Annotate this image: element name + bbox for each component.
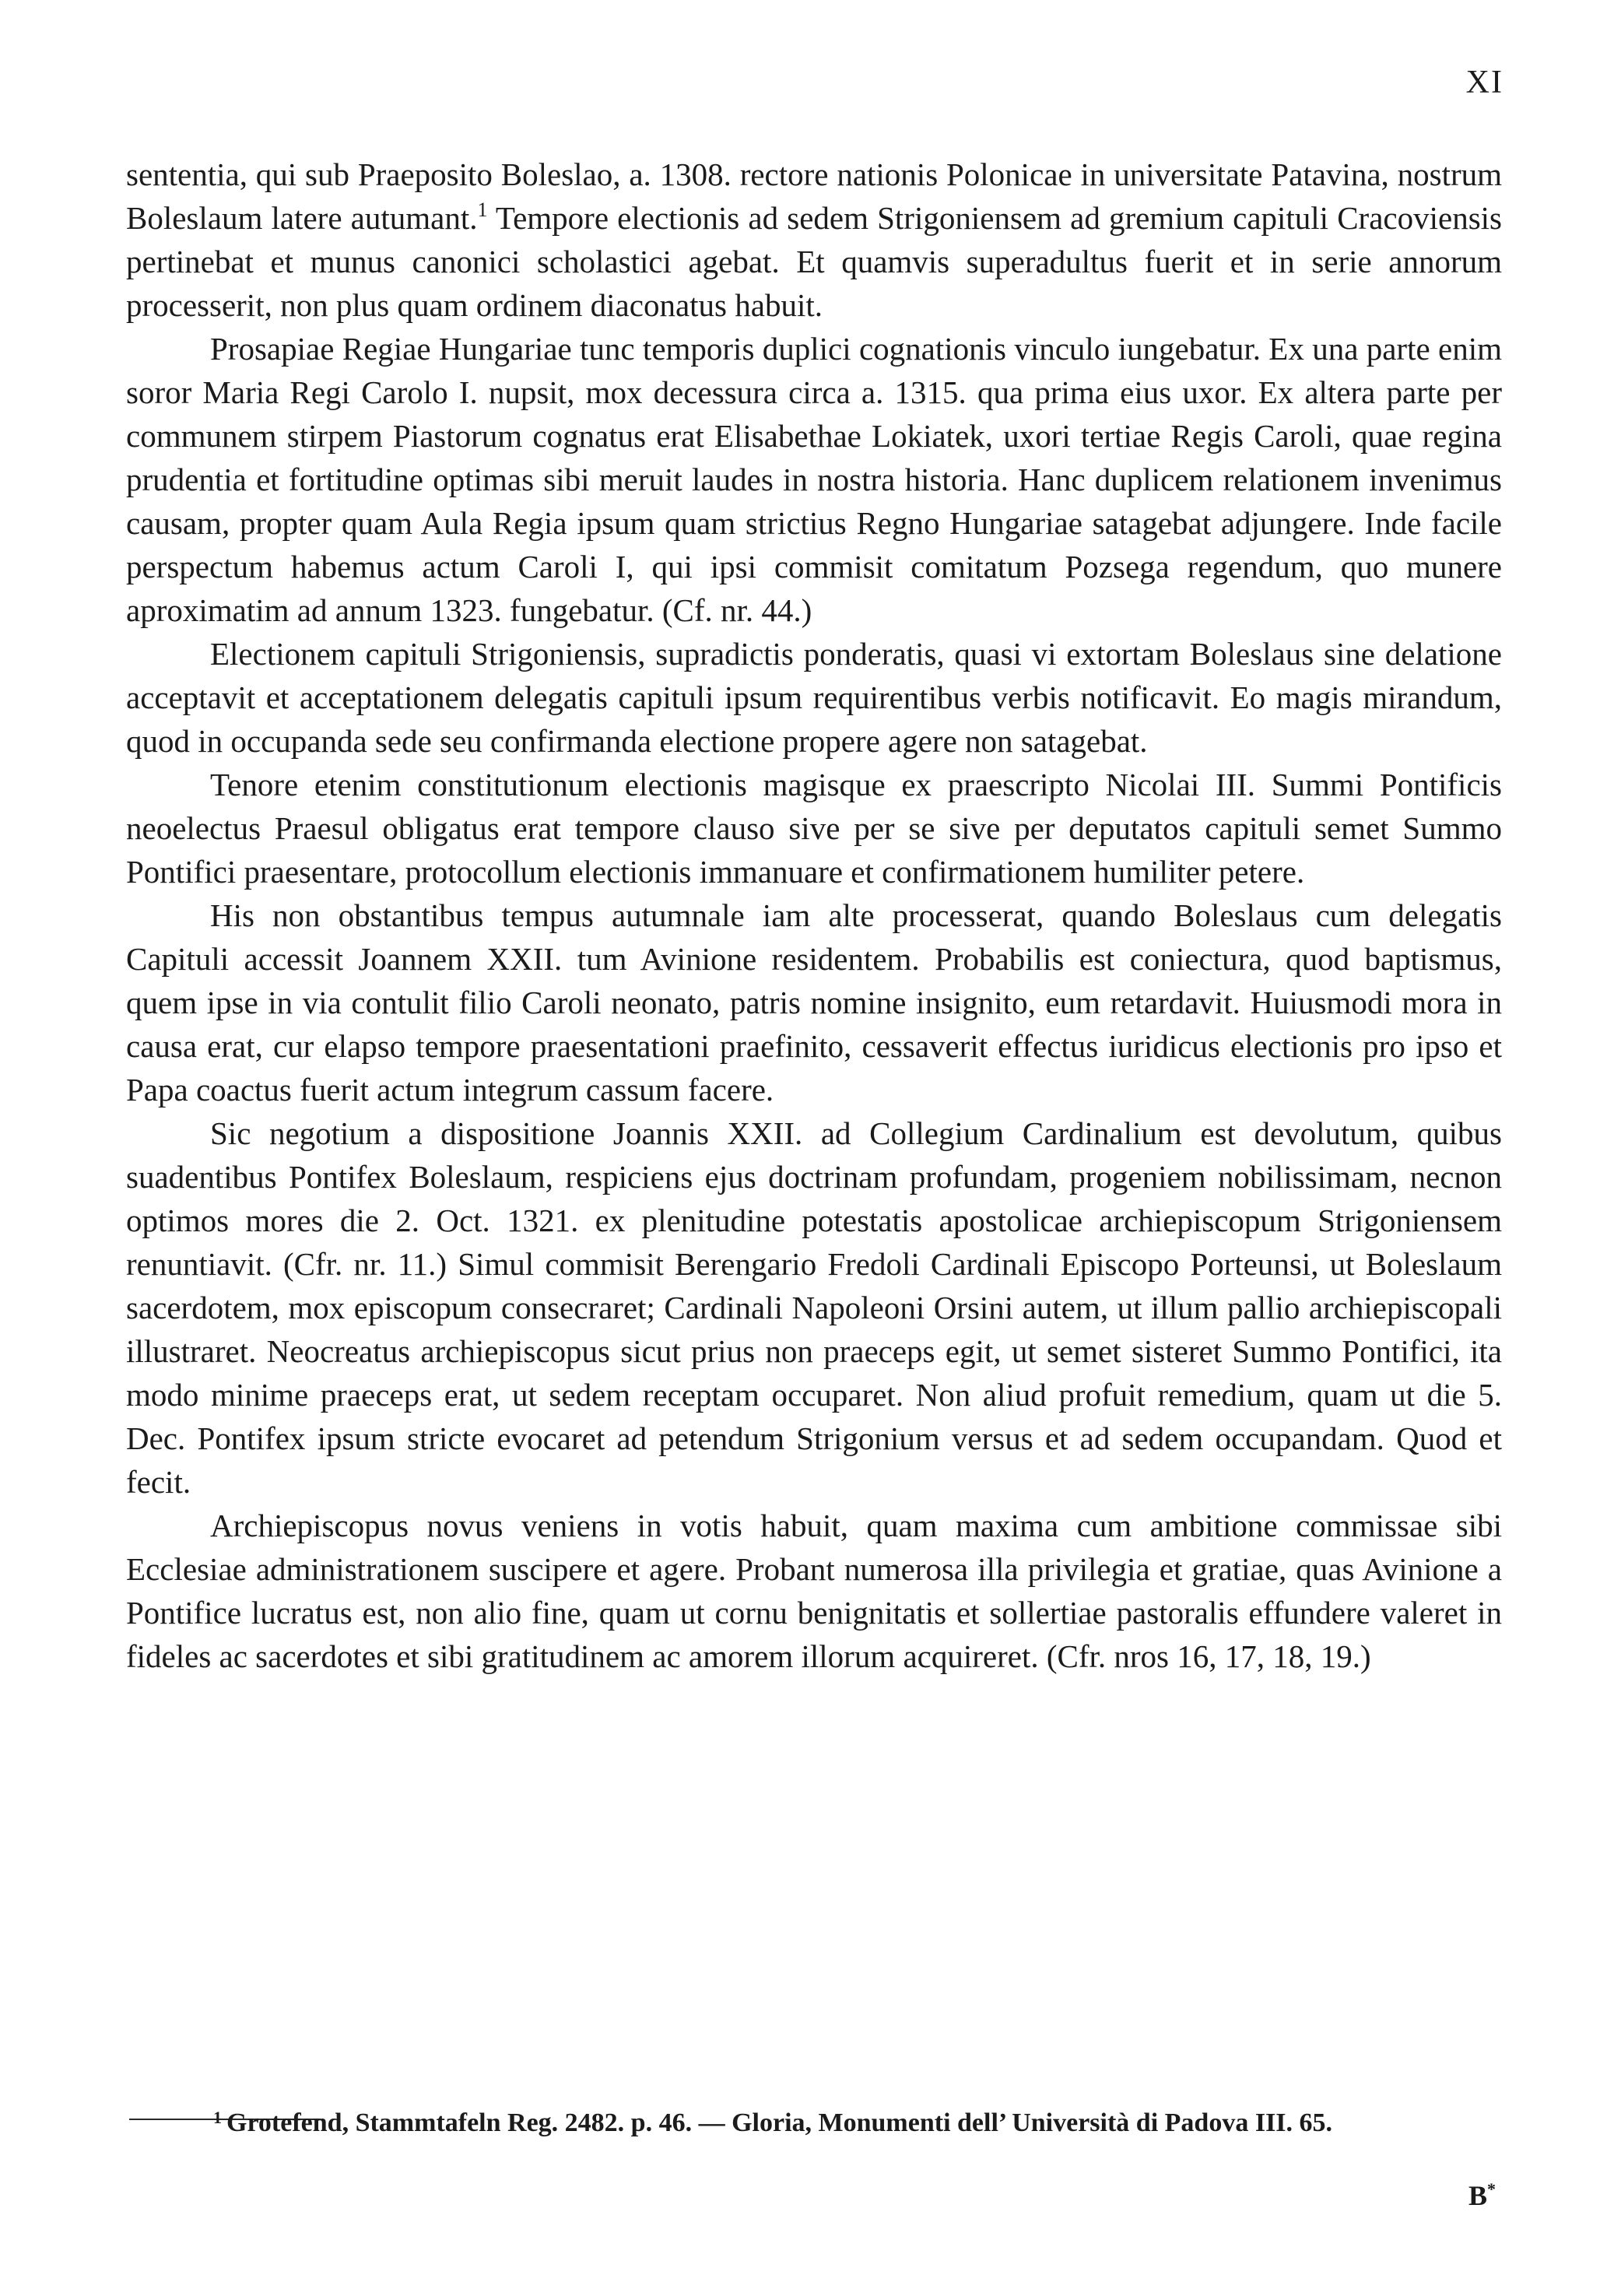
footnotes [129, 2101, 1499, 2145]
page-number: XI [1465, 65, 1503, 100]
footnote-reference: 1 [477, 198, 488, 221]
paragraph-3: Electionem capituli Strigoniensis, supradictis ponderatis, quasi vi extortam Boleslaus sine delatione acceptavit et acceptationem delegatis capituli ipsum requirentibus verbis notificavit. Eo magis mirandum, quod in occupanda sede seu confirmanda electione propere agere non satagebat. [126, 636, 1502, 759]
signature-mark [1433, 2179, 1496, 2212]
paragraph-4: Tenore etenim constitutionum electionis magisque ex praescripto Nicolai III. Summi Pontificis neoelectus Praesul obligatus erat tempore clauso sive per se sive per deputatos capituli semet Summo Pontifici praesentare, protocollum electionis immanuare et confirmationem humiliter petere. [126, 767, 1502, 890]
paragraph-1 [126, 153, 1502, 327]
paragraph-6: Sic negotium a dispositione Joannis XXII. ad Collegium Cardinalium est devolutum, quibus suadentibus Pontifex Boleslaum, respiciens ejus doctrinam profundam, progeniem nobilissimam, necnon optimos mores die 2. Oct. 1321. ex plenitudine potestatis apostolicae archiepiscopum Strigoniensem renuntiavit. (Cfr. nr. 11.) Simul commisit Berengario Fredoli Cardinali Episcopo Porteunsi, ut Boleslaum sacerdotem, mox episcopum consecraret; Cardinali Napoleoni Orsini autem, ut illum pallio archiepiscopali illustraret. Neocreatus archiepiscopus sicut prius non praeceps egit, ut semet sisteret Summo Pontifici, ita modo minime praeceps erat, ut sedem receptam occuparet. Non aliud profuit remedium, quam ut die 5. Dec. Pontifex ipsum stricte evocaret ad petendum Strigonium versus et ad sedem occupandam. Quod et fecit. [126, 1115, 1502, 1500]
footnote-text: Grotefend, Stammtafeln Reg. 2482. p. 46. — Gloria, Monumenti dell’ Università di Padova III. 65. [226, 2108, 1333, 2137]
paragraph-5: His non obstantibus tempus autumnale iam alte processerat, quando Boleslaus cum delegatis Capituli accessit Joannem XXII. tum Avinione residentem. Probabilis est coniectura, quod baptismus, quem ipse in via contulit filio Caroli neonato, patris nomine insignito, eum retardavit. Huiusmodi mora in causa erat, cur elapso tempore praesentationi praefinito, cessaverit effectus iuridicus electionis pro ipso et Papa coactus fuerit actum integrum cassum facere. [126, 897, 1502, 1108]
signature-star: * [1487, 2179, 1496, 2199]
footnote-marker: 1 [213, 2108, 222, 2127]
paragraph-2: Prosapiae Regiae Hungariae tunc temporis duplici cognationis vinculo iungebatur. Ex una parte enim soror Maria Regi Carolo I. nupsit, mox decessura circa a. 1315. qua prima eius uxor. Ex altera parte per communem stirpem Piastorum cognatus erat Elisabethae Lokiatek, uxori tertiae Regis Caroli, quae regina prudentia et fortitudine optimas sibi meruit laudes in nostra historia. Hanc duplicem relationem invenimus causam, propter quam Aula Regia ipsum quam strictius Regno Hungariae satagebat adjungere. Inde facile perspectum habemus actum Caroli I, qui ipsi commisit comitatum Pozsega regendum, quo munere aproximatim ad annum 1323. fungebatur. (Cf. nr. 44.) [126, 331, 1502, 628]
paragraph-7: Archiepiscopus novus veniens in votis habuit, quam maxima cum ambitione commissae sibi Ecclesiae administrationem suscipere et agere. Probant numerosa illa privilegia et gratiae, quas Avinione a Pontifice lucratus est, non alio fine, quam ut cornu benignitatis et sollertiae pastoralis effundere valeret in fideles ac sacerdotes et sibi gratitudinem ac amorem illorum acquireret. (Cfr. nros 16, 17, 18, 19.) [126, 1508, 1502, 1674]
paragraph-1-part-1: sententia, qui sub Praeposito Boleslao, a. 1308. rectore nationis Polonicae in universitate Patavina, nostrum Boleslaum latere autumant. [126, 156, 1502, 236]
main-text [126, 153, 1502, 1678]
signature-letter: B [1468, 2180, 1487, 2211]
paragraph-1-part-2: Tempore electionis ad sedem Strigoniensem ad gremium capituli Cracoviensis pertinebat et munus canonici scholastici agebat. Et quamvis superadultus fuerit et in serie annorum processerit, non plus quam ordinem diaconatus habuit. [126, 200, 1503, 323]
footnote-1 [129, 2101, 1499, 2145]
